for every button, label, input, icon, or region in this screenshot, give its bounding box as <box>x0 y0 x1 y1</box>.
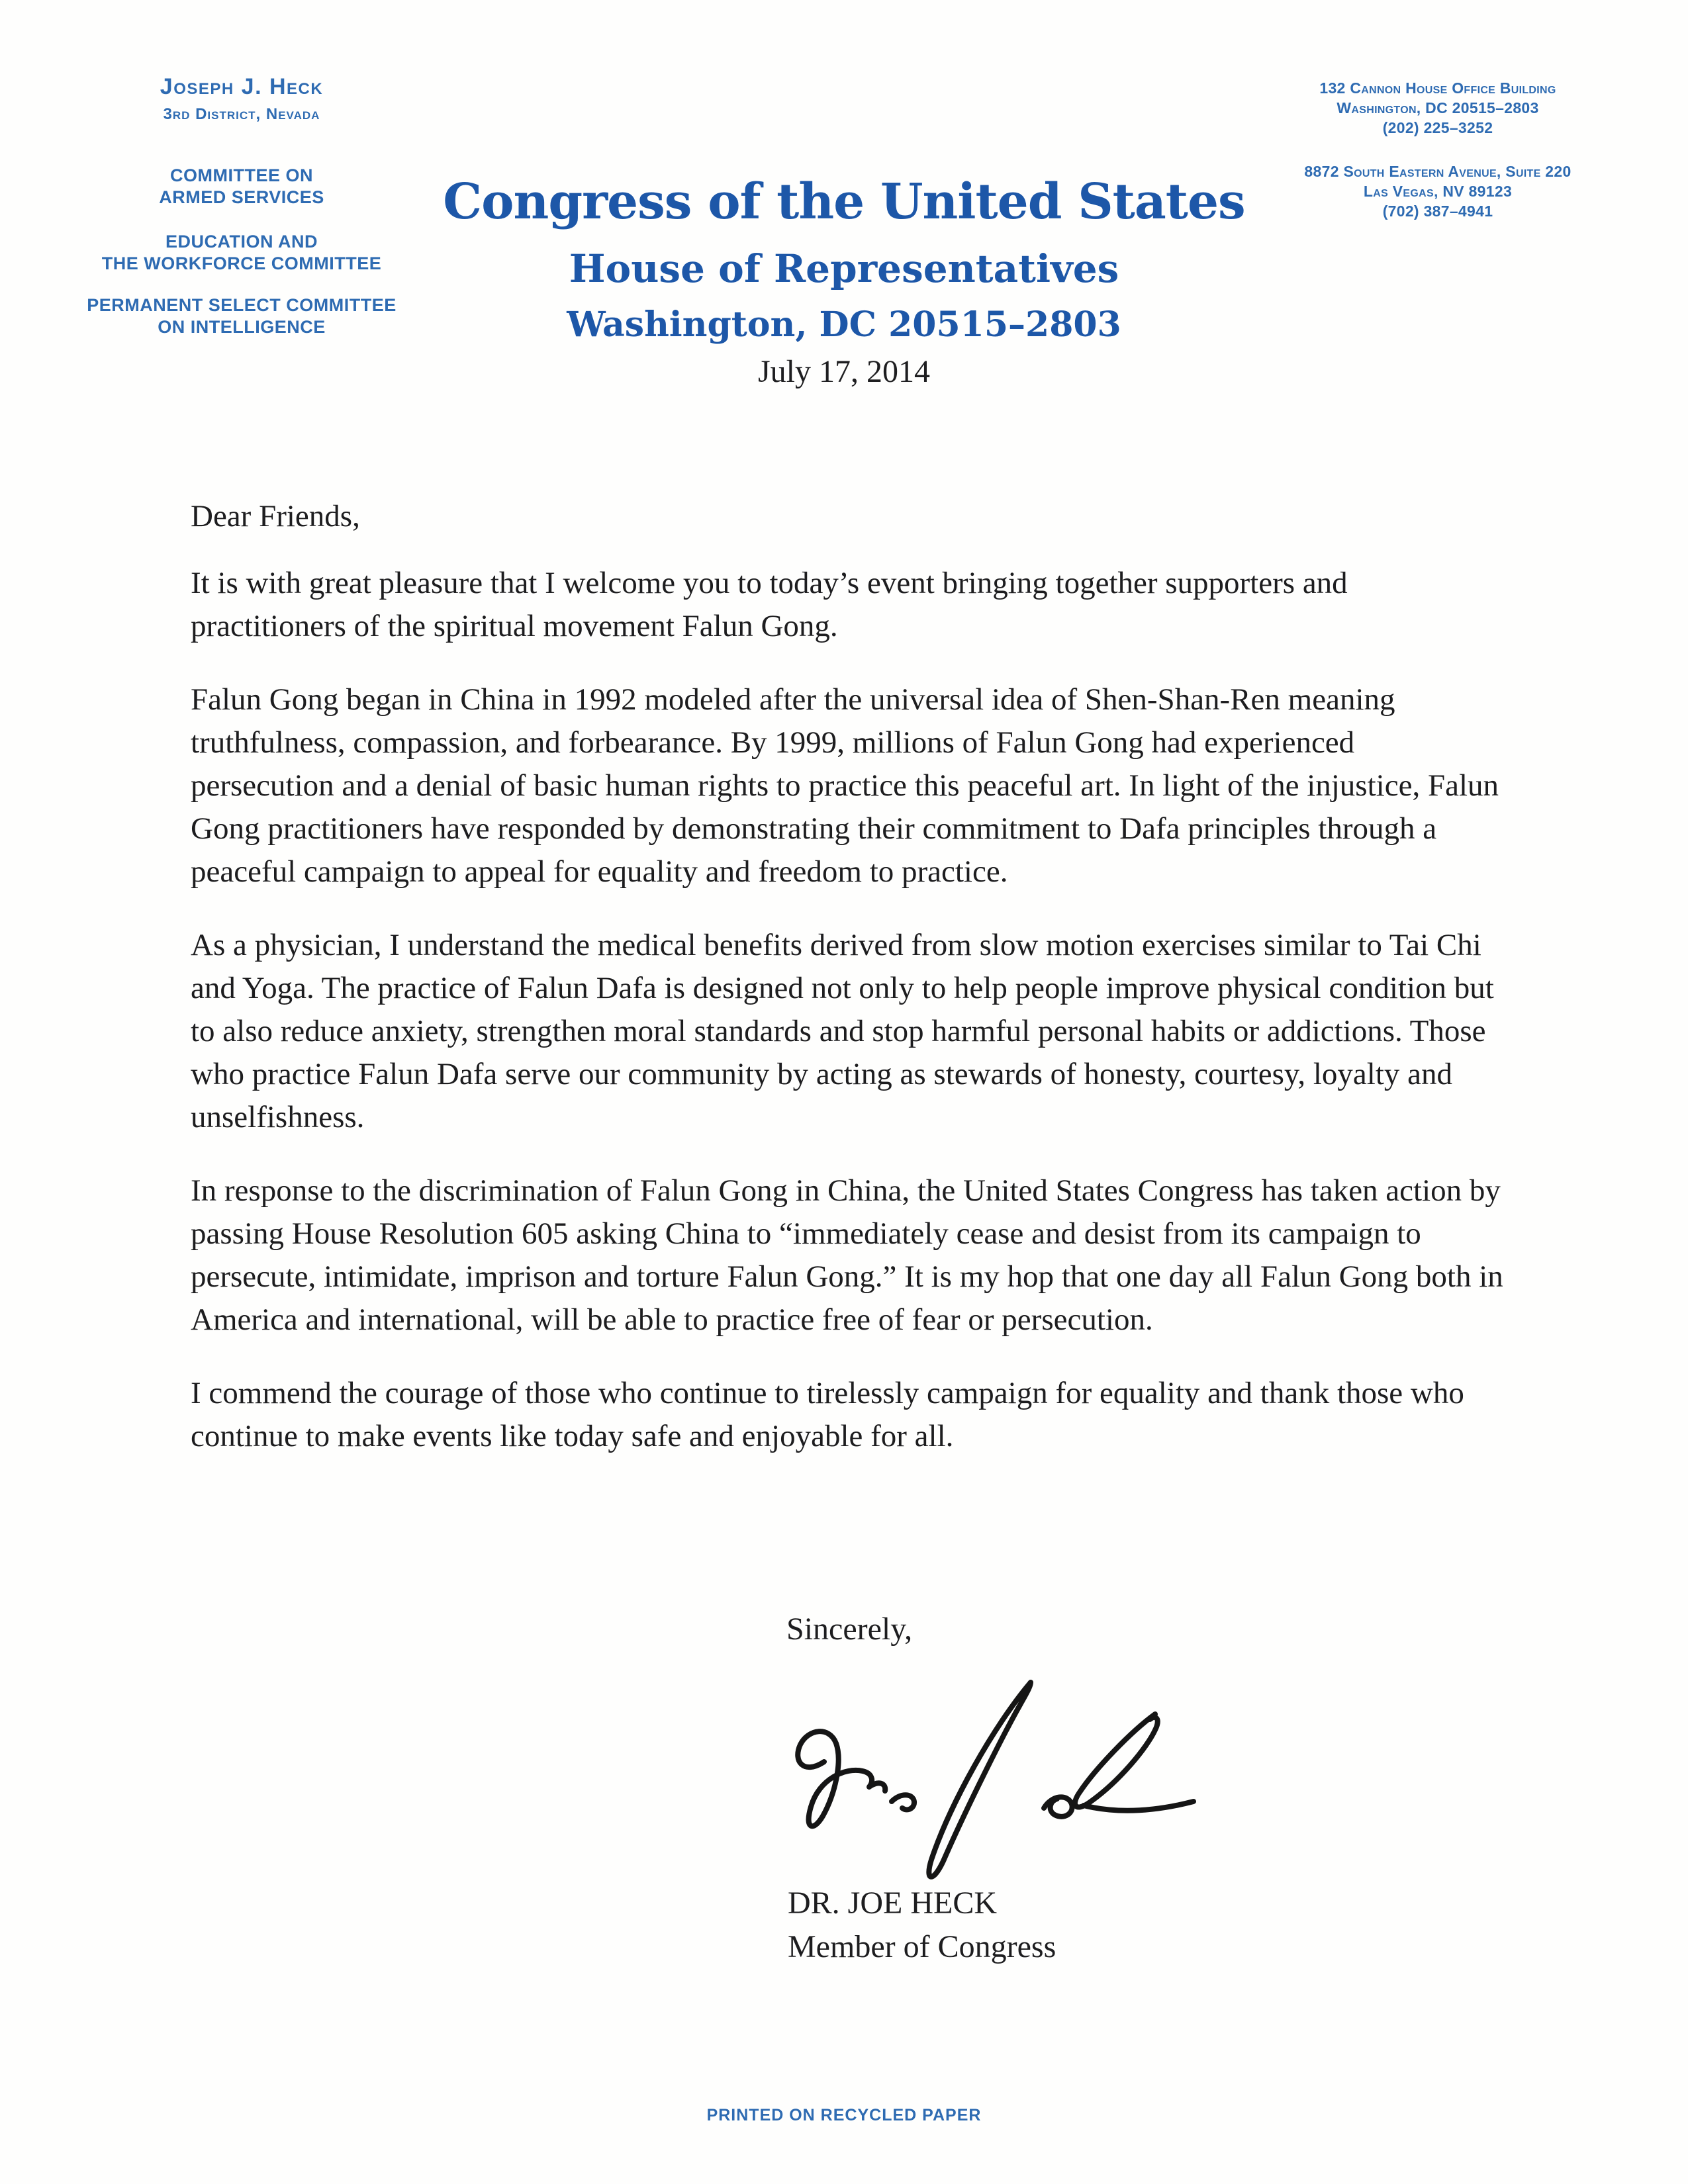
body-paragraph: Falun Gong began in China in 1992 modeled after the universal idea of Shen-Shan-Ren meaning truthfulness, compassion, and forbearance. By 1999, millions of Falun Gong had experienced persecution and a denial of basic human rights to practice this peaceful art. In light of the injustice, Falun Gong practitioners have responded by demonstrating their commitment to Dafa principles through a peaceful campaign to appeal for equality and freedom to practice. <box>191 682 1499 889</box>
office-address-line: 8872 South Eastern Avenue, Suite 220 <box>1304 163 1571 180</box>
body-paragraph: In response to the discrimination of Falun Gong in China, the United States Congress has taken action by passing House Resolution 605 asking China to “immediately cease and desist from its campaign to persecute, intimidate, imprison and torture Falun Gong.” It is my hop that one day all Falun Gong both in America and international, will be able to practice free of fear or persecution. <box>191 1173 1503 1337</box>
masthead-congress-line: Congress of the United States <box>443 173 1245 230</box>
office-address-line: Las Vegas, NV 89123 <box>1363 183 1513 200</box>
office-address-line: 132 Cannon House Office Building <box>1319 79 1556 97</box>
committee-line: ON INTELLIGENCE <box>158 317 326 337</box>
committee-line: ARMED SERVICES <box>159 187 324 207</box>
body-paragraph: I commend the courage of those who continue to tirelessly campaign for equality and thank those who continue to make events like today safe and enjoyable for all. <box>191 1376 1464 1453</box>
body-paragraph: As a physician, I understand the medical benefits derived from slow motion exercises similar to Tai Chi and Yoga. The practice of Falun Dafa is designed not only to help people improve physical condition but to also reduce anxiety, strengthen moral standards and stop harmful personal habits or addictions. Those who practice Falun Dafa serve our community by acting as stewards of honesty, courtesy, loyalty and unselfishness. <box>191 928 1494 1134</box>
committee-line: PERMANENT SELECT COMMITTEE <box>87 295 397 315</box>
salutation: Dear Friends, <box>191 499 360 533</box>
office-address-line: Washington, DC 20515–2803 <box>1336 99 1539 116</box>
committee-line: EDUCATION AND <box>165 232 318 251</box>
member-name: Joseph J. Heck <box>160 74 324 99</box>
letter-date: July 17, 2014 <box>757 354 930 389</box>
signer-name: DR. JOE HECK <box>788 1886 998 1921</box>
recycled-paper-note: PRINTED ON RECYCLED PAPER <box>706 2106 982 2124</box>
body-paragraph: It is with great pleasure that I welcome you to today’s event bringing together supporters and practitioners of the spiritual movement Falun Gong. <box>191 566 1348 643</box>
member-district: 3rd District, Nevada <box>163 105 320 123</box>
masthead-city-line: Washington, DC 20515–2803 <box>567 304 1121 345</box>
committee-line: THE WORKFORCE COMMITTEE <box>101 253 382 273</box>
office-address-washington <box>1233 78 1643 138</box>
letter-body <box>191 495 1505 1488</box>
signature-handwriting <box>784 1662 1208 1888</box>
masthead-house-line: House of Representatives <box>569 246 1119 291</box>
office-phone: (202) 225–3252 <box>1382 119 1493 136</box>
office-phone: (702) 387–4941 <box>1382 203 1493 220</box>
closing-salutation: Sincerely, <box>786 1612 913 1647</box>
committee-line: COMMITTEE ON <box>170 165 313 185</box>
signer-title: Member of Congress <box>788 1929 1056 1964</box>
